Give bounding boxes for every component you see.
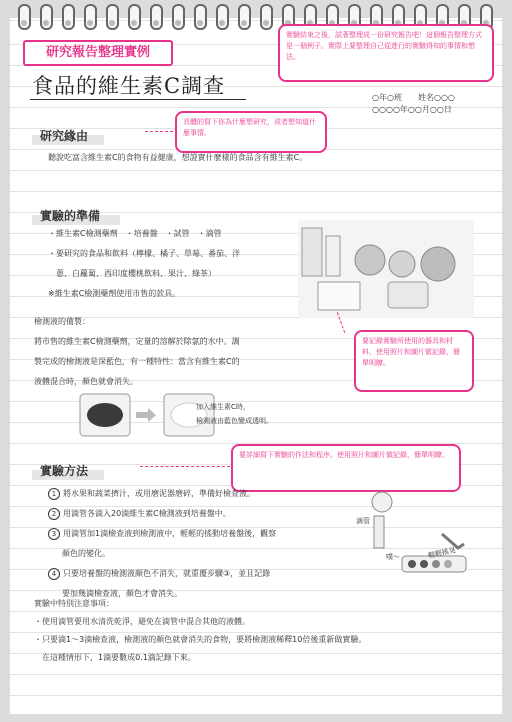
shake-label: 輕輕搖晃 xyxy=(427,546,457,560)
step-number-1: 1 xyxy=(48,488,60,500)
prep-item-1: ・維生素C檢測藥劑 ・培養盤 ・試管 ・滴管 xyxy=(48,229,222,238)
step-text-1: 將水果和蔬菜擠汁，或用磨泥器磨碎，準備好檢查液。 xyxy=(63,489,255,498)
prep-note: 要記錄實驗所使用的器具和材料，使用照片和圖片做記錄，簡單明瞭。 xyxy=(354,330,474,392)
caution-2: ・只要滴1～3滴檢查液，檢測液的顏色就會消失的食物，要將檢測液稀釋10倍後重新做實驗。 xyxy=(34,635,367,644)
method-note: 要詳細寫下實驗的作法和程序。使用照片和圖片做記錄，簡單明瞭。 xyxy=(231,444,461,492)
reagent-label: 檢測液的備製： xyxy=(34,317,90,326)
binder-ring xyxy=(150,4,163,30)
dish-caption-1: 加入維生素C時， xyxy=(196,403,250,411)
binder-hole xyxy=(175,20,181,26)
binder-hole xyxy=(43,20,49,26)
binder-ring xyxy=(18,4,31,30)
well-shape-4 xyxy=(444,560,452,568)
binder-hole xyxy=(197,20,203,26)
method-step-4-cont: 要加幾滴檢查液，顏色才會消失。 xyxy=(62,589,182,598)
step-number-2: 2 xyxy=(48,508,60,520)
method-step-3-cont: 顏色的變化。 xyxy=(62,549,110,558)
beaker-shape xyxy=(302,228,322,276)
materials-illustration xyxy=(298,220,474,318)
intro-note: 實驗結束之後，試著整理成一份研究報告吧！這個報告整理方式是一個例子。實際上要整理自己從進行的實驗得知的事情和想法。 xyxy=(278,24,494,82)
lemon-slice-shape xyxy=(372,492,392,512)
report-title: 食品的維生素C調查 xyxy=(32,74,226,98)
binder-ring xyxy=(128,4,141,30)
binder-hole xyxy=(65,20,71,26)
binder-hole xyxy=(241,20,247,26)
method-step-2 xyxy=(48,504,231,524)
method-step-3 xyxy=(48,524,276,544)
binder-hole xyxy=(219,20,225,26)
binder-hole xyxy=(263,20,269,26)
motive-note: 具體的寫下你為什麼想研究，或者想知道什麼事情。 xyxy=(175,111,327,153)
binder-hole xyxy=(131,20,137,26)
cup-shape xyxy=(326,236,340,276)
binder-ring xyxy=(172,4,185,30)
step-number-4: 4 xyxy=(48,568,60,580)
reagent-line-2: 製完成的檢測液是深藍色，有一種特性：當含有維生素C的 xyxy=(34,357,240,366)
motive-text: 聽說吃富含維生素C的食物有益健康，想證實什麼樣的食品含有維生素C。 xyxy=(48,153,308,162)
method-illustration xyxy=(346,486,476,582)
date-line: ○○○○年○○月○○日 xyxy=(372,105,452,114)
binder-ring xyxy=(84,4,97,30)
binder-ring xyxy=(62,4,75,30)
report-tag: 研究報告整理實例 xyxy=(23,40,173,66)
tray-shape xyxy=(388,282,428,308)
well-shape-2 xyxy=(420,560,428,568)
reagent-line-3: 液體混合時，顏色就會消失。 xyxy=(34,377,138,386)
binder-hole xyxy=(109,20,115,26)
binder-hole xyxy=(87,20,93,26)
step-number-3: 3 xyxy=(48,528,60,540)
binder-ring xyxy=(260,4,273,30)
reagent-line-1: 將市售的維生素C檢測藥劑，定量的溶解於除氯的水中。調 xyxy=(34,337,240,346)
method-step-1 xyxy=(48,484,255,504)
binder-ring xyxy=(106,4,119,30)
tomato-shape xyxy=(355,245,385,275)
blue-liquid-shape xyxy=(87,403,123,427)
step-text-4: 只要培養盤的檢測液顏色不消失，就重覆步驟③，並且記錄 xyxy=(63,569,271,578)
binder-ring xyxy=(238,4,251,30)
dropper-label: 滴管 xyxy=(356,517,370,525)
binder-ring xyxy=(40,4,53,30)
method-arrow xyxy=(140,466,230,467)
apple-shape xyxy=(421,247,455,281)
dish-caption-2: 檢測液由藍色變成透明。 xyxy=(196,417,273,425)
binder-hole xyxy=(153,20,159,26)
orange-shape xyxy=(389,251,415,277)
materials-photo xyxy=(298,220,474,318)
well-shape-3 xyxy=(432,560,440,568)
test-tube-shape xyxy=(374,516,384,548)
step-text-2: 用滴管各滴入20滴維生素C檢測液到培養盤中。 xyxy=(63,509,231,518)
caution-heading: 實驗中特別注意事項： xyxy=(34,599,114,608)
prep-item-2: ・要研究的食品和飲料（檸檬、橘子、草莓、番茄、洋 xyxy=(48,249,240,258)
prep-item-3: 蔥、白蘿蔔、西印度櫻桃飲料、果汁、綠茶） xyxy=(48,269,216,278)
drop-sound-label: 噗～ xyxy=(386,553,400,561)
binder-ring xyxy=(194,4,207,30)
class-name-line: ○年○班 姓名○○○ xyxy=(372,93,455,102)
reagent-box-shape xyxy=(318,282,360,310)
step-text-3: 用滴管加1滴檢查液到檢測液中，輕輕的搖動培養盤後，觀察 xyxy=(63,529,277,538)
motive-arrow xyxy=(145,131,173,132)
caution-1: ・使用滴管要用水清洗乾淨，避免在滴管中混合其他的液體。 xyxy=(34,617,250,626)
dish-illustration xyxy=(78,390,226,440)
method-heading: 實驗方法 xyxy=(40,464,89,478)
motive-heading: 研究緣由 xyxy=(40,129,89,143)
prep-heading: 實驗的準備 xyxy=(40,209,101,223)
caution-3: 在這種情形下，1滴要數成0.1滴記錄下來。 xyxy=(34,653,196,662)
prep-item-4: ※維生素C檢測藥劑使用市售的款具。 xyxy=(48,289,181,298)
transform-arrow-shape xyxy=(136,408,156,422)
binder-ring xyxy=(216,4,229,30)
title-underline xyxy=(30,99,246,100)
method-step-4 xyxy=(48,564,270,584)
binder-hole xyxy=(21,20,27,26)
well-shape-1 xyxy=(408,560,416,568)
